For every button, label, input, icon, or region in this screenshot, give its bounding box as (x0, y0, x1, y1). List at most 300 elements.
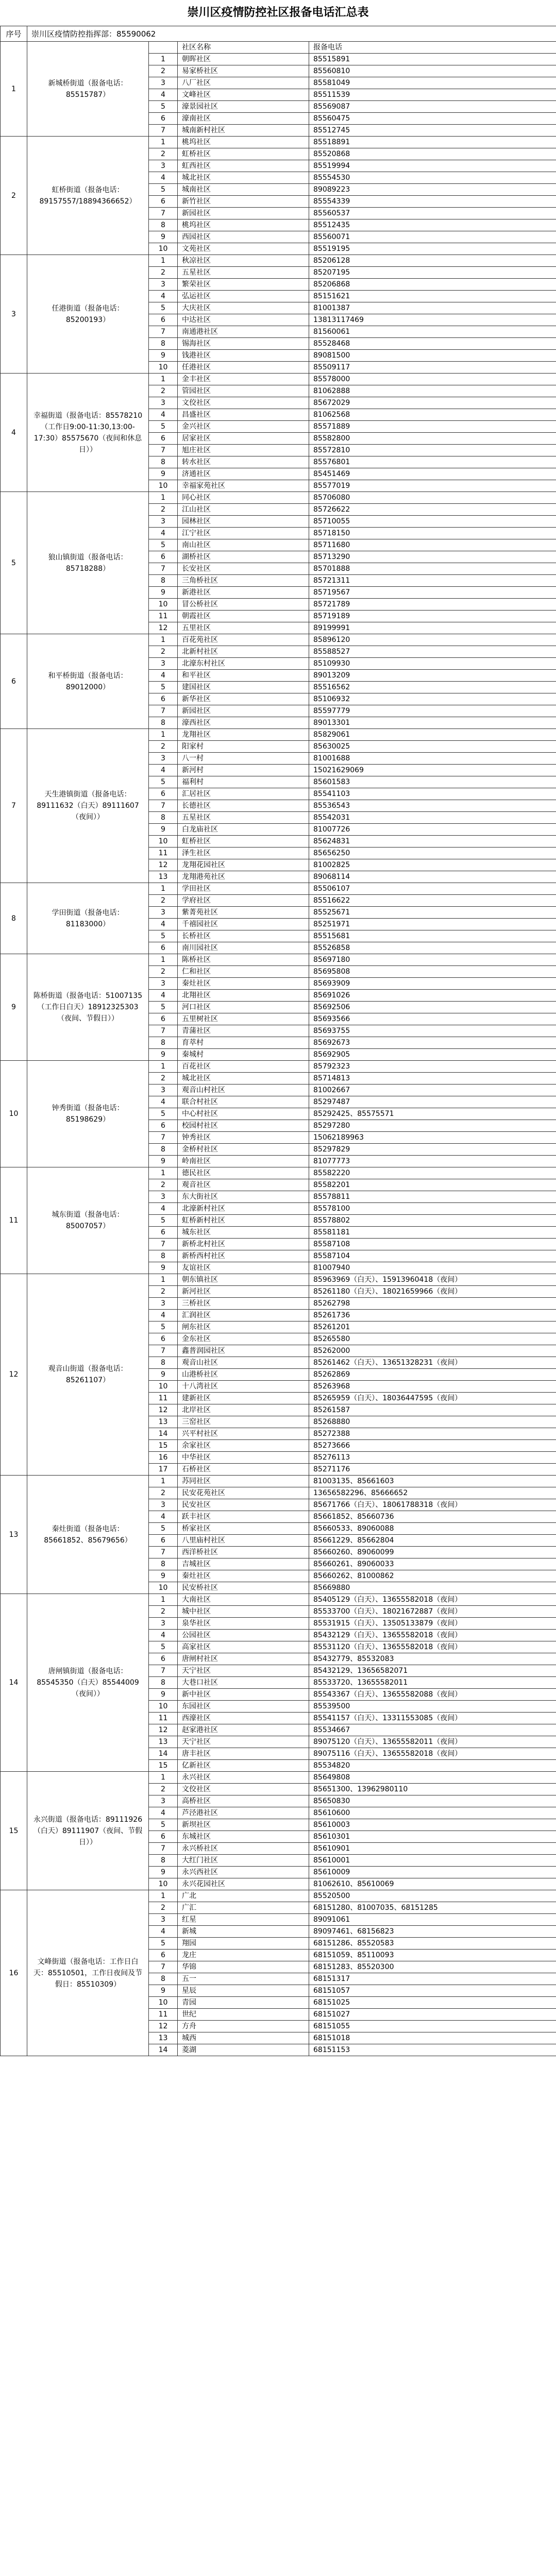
table-row (1, 255, 556, 267)
table-row (1, 634, 556, 646)
community-name: 德民社区 (178, 1167, 309, 1179)
community-no: 2 (149, 385, 178, 397)
community-phone: 85206868 (309, 279, 556, 291)
community-phone: 85432129、13656582071 (309, 1665, 556, 1677)
community-name: 城东社区 (178, 1227, 309, 1239)
community-no: 4 (149, 990, 178, 1002)
community-phone: 85693909 (309, 978, 556, 990)
community-phone: 85721311 (309, 575, 556, 587)
community-no: 4 (149, 528, 178, 539)
community-name: 白龙庙社区 (178, 824, 309, 836)
community-no: 9 (149, 1985, 178, 1997)
community-phone: 85506107 (309, 883, 556, 895)
community-name: 虹桥社区 (178, 836, 309, 848)
community-name: 青蒲社区 (178, 1025, 309, 1037)
community-no: 8 (149, 717, 178, 729)
community-name: 友谊社区 (178, 1262, 309, 1274)
community-no: 9 (149, 1369, 178, 1381)
community-no: 2 (149, 1902, 178, 1914)
community-no: 7 (149, 1345, 178, 1357)
community-phone: 85265580 (309, 1333, 556, 1345)
community-phone: 85693755 (309, 1025, 556, 1037)
community-no: 8 (149, 1250, 178, 1262)
community-name: 新河社区 (178, 1286, 309, 1298)
community-name: 昌盛社区 (178, 409, 309, 421)
community-no: 12 (149, 622, 178, 634)
community-phone: 85582220 (309, 1167, 556, 1179)
community-name: 东大街社区 (178, 1191, 309, 1203)
community-name: 石桥社区 (178, 1464, 309, 1476)
community-phone: 85719567 (309, 587, 556, 599)
community-no: 8 (149, 1677, 178, 1689)
community-no: 3 (149, 77, 178, 89)
community-phone: 85520500 (309, 1890, 556, 1902)
community-name: 湖桥社区 (178, 551, 309, 563)
street-name: 学田街道（报备电话：81183000） (27, 883, 149, 954)
street-name: 新城桥街道（报备电话：85515787） (27, 42, 149, 137)
community-phone: 81062610、85610069 (309, 1878, 556, 1890)
street-no: 4 (1, 374, 27, 492)
community-name: 天宁社区 (178, 1736, 309, 1748)
community-name: 唐闸村社区 (178, 1653, 309, 1665)
community-name: 西园社区 (178, 231, 309, 243)
community-phone: 85533720、13655582011 (309, 1677, 556, 1689)
community-phone: 85512745 (309, 125, 556, 137)
community-no: 2 (149, 1073, 178, 1084)
community-no: 1 (149, 492, 178, 504)
community-no: 10 (149, 1381, 178, 1393)
community-name: 东城社区 (178, 1831, 309, 1843)
community-name: 星辰 (178, 1985, 309, 1997)
community-no: 6 (149, 433, 178, 445)
community-phone: 85542031 (309, 812, 556, 824)
community-no: 8 (149, 575, 178, 587)
community-no: 5 (149, 1002, 178, 1013)
community-phone: 85697180 (309, 954, 556, 966)
community-phone: 85572810 (309, 445, 556, 456)
community-name: 江宁社区 (178, 528, 309, 539)
community-phone: 85516562 (309, 682, 556, 693)
community-name: 兴平村社区 (178, 1428, 309, 1440)
community-no: 7 (149, 1025, 178, 1037)
community-phone: 68151317 (309, 1973, 556, 1985)
community-name: 东园社区 (178, 1701, 309, 1713)
street-no: 5 (1, 492, 27, 634)
community-phone: 85207195 (309, 267, 556, 279)
community-phone: 85706080 (309, 492, 556, 504)
community-name: 文佼社区 (178, 1784, 309, 1795)
community-name: 永兴花园社区 (178, 1878, 309, 1890)
community-name: 五星社区 (178, 812, 309, 824)
community-phone: 85271176 (309, 1464, 556, 1476)
community-phone: 85660260、89060099 (309, 1547, 556, 1558)
community-phone: 85578802 (309, 1215, 556, 1227)
community-phone: 85571889 (309, 421, 556, 433)
community-name: 唐丰社区 (178, 1748, 309, 1760)
street-no: 1 (1, 42, 27, 137)
community-no: 7 (149, 1547, 178, 1558)
community-no: 10 (149, 480, 178, 492)
community-name: 福利村 (178, 776, 309, 788)
community-no: 1 (149, 1890, 178, 1902)
community-name: 济通社区 (178, 468, 309, 480)
community-no: 3 (149, 1499, 178, 1511)
community-no: 6 (149, 693, 178, 705)
community-no: 4 (149, 670, 178, 682)
community-name: 五星社区 (178, 267, 309, 279)
community-no: 2 (149, 504, 178, 516)
community-phone: 85672029 (309, 397, 556, 409)
community-no: 10 (149, 243, 178, 255)
community-no: 4 (149, 89, 178, 101)
community-no: 13 (149, 1736, 178, 1748)
community-no: 4 (149, 1926, 178, 1938)
community-phone: 89089223 (309, 184, 556, 196)
community-no: 7 (149, 326, 178, 338)
community-no: 4 (149, 1310, 178, 1321)
community-name: 岭南社区 (178, 1156, 309, 1167)
community-name: 中心村社区 (178, 1108, 309, 1120)
community-phone: 85541103 (309, 788, 556, 800)
community-name: 朝晖社区 (178, 54, 309, 65)
community-no: 11 (149, 2009, 178, 2021)
community-no: 4 (149, 1203, 178, 1215)
community-phone: 85297829 (309, 1144, 556, 1156)
community-name: 广北 (178, 1890, 309, 1902)
community-no: 13 (149, 871, 178, 883)
community-phone: 85829061 (309, 729, 556, 741)
community-name: 校园村社区 (178, 1120, 309, 1132)
community-name: 文峰社区 (178, 89, 309, 101)
community-phone: 89013301 (309, 717, 556, 729)
community-name: 观音社区 (178, 1179, 309, 1191)
community-name: 三角桥社区 (178, 575, 309, 587)
community-name: 苏同社区 (178, 1476, 309, 1487)
community-no: 8 (149, 1037, 178, 1049)
community-name: 青园 (178, 1997, 309, 2009)
community-name: 永兴西社区 (178, 1867, 309, 1878)
community-no: 7 (149, 705, 178, 717)
community-no: 4 (149, 1807, 178, 1819)
table-row (1, 883, 556, 895)
community-name: 北濠新村社区 (178, 1203, 309, 1215)
community-no: 3 (149, 1084, 178, 1096)
community-phone: 85597779 (309, 705, 556, 717)
community-phone: 85109930 (309, 658, 556, 670)
street-name: 永兴街道（报备电话：89111926（白天）89111907（夜间、节假日）） (27, 1772, 149, 1890)
community-name: 城北社区 (178, 172, 309, 184)
community-no: 10 (149, 1582, 178, 1594)
community-name: 赵家港社区 (178, 1724, 309, 1736)
table-row (1, 1476, 556, 1487)
community-phone: 81003135、85661603 (309, 1476, 556, 1487)
community-no: 7 (149, 1239, 178, 1250)
community-no: 9 (149, 1689, 178, 1701)
community-phone: 85512435 (309, 219, 556, 231)
community-name: 长桥社区 (178, 930, 309, 942)
community-no: 9 (149, 824, 178, 836)
community-name: 桃坞社区 (178, 219, 309, 231)
community-name: 永兴社区 (178, 1772, 309, 1784)
community-name: 汇居社区 (178, 788, 309, 800)
community-name: 西洋桥社区 (178, 1547, 309, 1558)
community-name: 闸东社区 (178, 1321, 309, 1333)
community-name: 翔园 (178, 1938, 309, 1950)
community-no: 9 (149, 1156, 178, 1167)
community-name: 吉城社区 (178, 1558, 309, 1570)
community-name: 秋凉社区 (178, 255, 309, 267)
table-row (1, 1274, 556, 1286)
community-phone: 81001387 (309, 302, 556, 314)
community-no: 11 (149, 1713, 178, 1724)
community-no: 9 (149, 1049, 178, 1061)
community-name: 新竹社区 (178, 196, 309, 208)
community-name: 长安社区 (178, 563, 309, 575)
community-name: 北濠东村社区 (178, 658, 309, 670)
community-no: 9 (149, 1570, 178, 1582)
street-no: 13 (1, 1476, 27, 1594)
community-no: 6 (149, 1950, 178, 1961)
community-no: 11 (149, 1393, 178, 1404)
community-no: 1 (149, 634, 178, 646)
community-no: 14 (149, 1748, 178, 1760)
community-name: 育萃村 (178, 1037, 309, 1049)
community-no: 1 (149, 137, 178, 148)
community-no: 2 (149, 1784, 178, 1795)
community-no: 4 (149, 1630, 178, 1641)
community-no: 3 (149, 279, 178, 291)
community-no: 6 (149, 942, 178, 954)
community-name: 观音山村社区 (178, 1084, 309, 1096)
community-no: 6 (149, 314, 178, 326)
community-phone: 85509117 (309, 362, 556, 374)
community-phone: 85432129（白天）、13655582018（夜间） (309, 1630, 556, 1641)
community-phone: 85251971 (309, 919, 556, 930)
community-name: 八厂社区 (178, 77, 309, 89)
community-name: 民安社区 (178, 1499, 309, 1511)
community-no: 1 (149, 1772, 178, 1784)
community-name: 和平社区 (178, 670, 309, 682)
community-phone: 89199991 (309, 622, 556, 634)
community-name: 虹西社区 (178, 160, 309, 172)
street-name: 城东街道（报备电话：85007057） (27, 1167, 149, 1274)
community-phone: 85610009 (309, 1867, 556, 1878)
community-name: 秦灶社区 (178, 1570, 309, 1582)
community-no: 10 (149, 599, 178, 611)
community-phone: 85692905 (309, 1049, 556, 1061)
community-no: 2 (149, 1606, 178, 1618)
community-name: 龙翔社区 (178, 729, 309, 741)
community-name: 泉华社区 (178, 1618, 309, 1630)
community-name: 濠南社区 (178, 113, 309, 125)
community-phone: 89091061 (309, 1914, 556, 1926)
community-phone: 85578811 (309, 1191, 556, 1203)
community-phone: 85649808 (309, 1772, 556, 1784)
community-phone: 85581049 (309, 77, 556, 89)
community-no: 3 (149, 907, 178, 919)
community-phone: 85601583 (309, 776, 556, 788)
community-name: 南通港社区 (178, 326, 309, 338)
community-name: 城西 (178, 2032, 309, 2044)
community-no: 3 (149, 1191, 178, 1203)
community-phone: 85582201 (309, 1179, 556, 1191)
community-no: 9 (149, 468, 178, 480)
community-name: 任港社区 (178, 362, 309, 374)
community-no: 7 (149, 1843, 178, 1855)
community-no: 8 (149, 456, 178, 468)
community-phone: 85261180（白天）、18021659966（夜间） (309, 1286, 556, 1298)
community-no: 15 (149, 1760, 178, 1772)
community-no: 5 (149, 930, 178, 942)
community-phone: 85661852、85660736 (309, 1511, 556, 1523)
street-no: 9 (1, 954, 27, 1061)
community-name: 方舟 (178, 2021, 309, 2032)
street-no: 7 (1, 729, 27, 883)
community-name: 广汇 (178, 1902, 309, 1914)
community-name: 三窑社区 (178, 1416, 309, 1428)
community-name: 泽生社区 (178, 848, 309, 859)
community-phone: 85650830 (309, 1795, 556, 1807)
community-no: 1 (149, 883, 178, 895)
community-name: 中华社区 (178, 1452, 309, 1464)
community-phone: 85560071 (309, 231, 556, 243)
street-no: 6 (1, 634, 27, 729)
community-name: 西濠社区 (178, 1713, 309, 1724)
community-phone: 81560061 (309, 326, 556, 338)
community-name: 华锦 (178, 1961, 309, 1973)
community-name: 南山社区 (178, 539, 309, 551)
community-name: 旭庄社区 (178, 445, 309, 456)
community-no: 5 (149, 1523, 178, 1535)
community-no: 8 (149, 1144, 178, 1156)
community-name: 金桥村社区 (178, 1144, 309, 1156)
community-phone: 85276113 (309, 1452, 556, 1464)
community-phone: 报备电话 (309, 42, 556, 54)
community-name: 金丰社区 (178, 374, 309, 385)
community-phone: 85531915（白天）、13505133879（夜间） (309, 1618, 556, 1630)
community-phone: 85693566 (309, 1013, 556, 1025)
community-name: 朝霞社区 (178, 611, 309, 622)
community-no: 7 (149, 1132, 178, 1144)
community-no: 1 (149, 54, 178, 65)
community-no: 6 (149, 1831, 178, 1843)
community-phone: 89075116（白天）、13655582018（夜间） (309, 1748, 556, 1760)
community-name: 繁荣社区 (178, 279, 309, 291)
community-phone: 85554530 (309, 172, 556, 184)
community-no: 10 (149, 362, 178, 374)
street-name: 和平桥街道（报备电话：89012000） (27, 634, 149, 729)
community-phone: 85528468 (309, 338, 556, 350)
community-no: 8 (149, 1855, 178, 1867)
community-phone: 85526858 (309, 942, 556, 954)
community-name: 文佼社区 (178, 397, 309, 409)
community-phone: 68151055 (309, 2021, 556, 2032)
community-no: 8 (149, 1558, 178, 1570)
community-phone: 85660533、89060088 (309, 1523, 556, 1535)
community-phone: 85268880 (309, 1416, 556, 1428)
community-phone: 68151283、85520300 (309, 1961, 556, 1973)
community-name: 五里社区 (178, 622, 309, 634)
community-no: 5 (149, 1819, 178, 1831)
community-name: 建国社区 (178, 682, 309, 693)
community-no: 2 (149, 65, 178, 77)
community-name: 南川园社区 (178, 942, 309, 954)
community-phone: 85587104 (309, 1250, 556, 1262)
community-phone: 85660262、81000862 (309, 1570, 556, 1582)
community-phone: 85587108 (309, 1239, 556, 1250)
community-name: 居家社区 (178, 433, 309, 445)
community-no: 7 (149, 800, 178, 812)
page-title: 崇川区疫情防控社区报备电话汇总表 (187, 6, 369, 19)
community-name: 城南社区 (178, 184, 309, 196)
street-no: 2 (1, 137, 27, 255)
community-no: 5 (149, 1321, 178, 1333)
community-phone: 85691026 (309, 990, 556, 1002)
table-row (1, 492, 556, 504)
street-name: 虹桥街道（报备电话：89157557/18894366652） (27, 137, 149, 255)
community-phone: 85656250 (309, 848, 556, 859)
community-name: 民安桥社区 (178, 1582, 309, 1594)
community-phone: 85554339 (309, 196, 556, 208)
community-phone: 68151153 (309, 2044, 556, 2056)
community-no: 14 (149, 1428, 178, 1440)
community-name: 金东社区 (178, 1333, 309, 1345)
community-no: 5 (149, 539, 178, 551)
community-no: 12 (149, 859, 178, 871)
community-name: 鑫普润园社区 (178, 1345, 309, 1357)
community-phone: 85714813 (309, 1073, 556, 1084)
community-no: 12 (149, 1404, 178, 1416)
community-name: 新中社区 (178, 1689, 309, 1701)
community-no: 7 (149, 1665, 178, 1677)
community-name: 新港社区 (178, 587, 309, 599)
community-no: 5 (149, 1108, 178, 1120)
community-no: 7 (149, 563, 178, 575)
community-no: 5 (149, 1215, 178, 1227)
street-name: 天生港镇街道（报备电话：89111632（白天）89111607（夜间）） (27, 729, 149, 883)
community-name: 北新村社区 (178, 646, 309, 658)
community-no: 12 (149, 1724, 178, 1736)
community-no: 1 (149, 1061, 178, 1073)
community-phone: 81077773 (309, 1156, 556, 1167)
street-no: 10 (1, 1061, 27, 1167)
community-name: 五里树社区 (178, 1013, 309, 1025)
community-name: 菱湖 (178, 2044, 309, 2056)
community-phone: 85896120 (309, 634, 556, 646)
community-name: 弘运社区 (178, 291, 309, 302)
community-name: 芦泾港社区 (178, 1807, 309, 1819)
community-no: 9 (149, 1262, 178, 1274)
community-phone: 13656582296、85666652 (309, 1487, 556, 1499)
community-name: 陈桥社区 (178, 954, 309, 966)
community-no: 1 (149, 1476, 178, 1487)
table-row (1, 1594, 556, 1606)
community-phone: 81002667 (309, 1084, 556, 1096)
community-no: 4 (149, 1511, 178, 1523)
community-name: 长德社区 (178, 800, 309, 812)
community-name: 大红门社区 (178, 1855, 309, 1867)
community-phone: 85272388 (309, 1428, 556, 1440)
community-no: 3 (149, 397, 178, 409)
community-phone: 85692673 (309, 1037, 556, 1049)
community-name: 中达社区 (178, 314, 309, 326)
table-row (1, 1772, 556, 1784)
community-name: 新华社区 (178, 693, 309, 705)
community-phone: 85713290 (309, 551, 556, 563)
community-name: 红星 (178, 1914, 309, 1926)
community-phone: 85516622 (309, 895, 556, 907)
community-phone: 68151059、85110093 (309, 1950, 556, 1961)
